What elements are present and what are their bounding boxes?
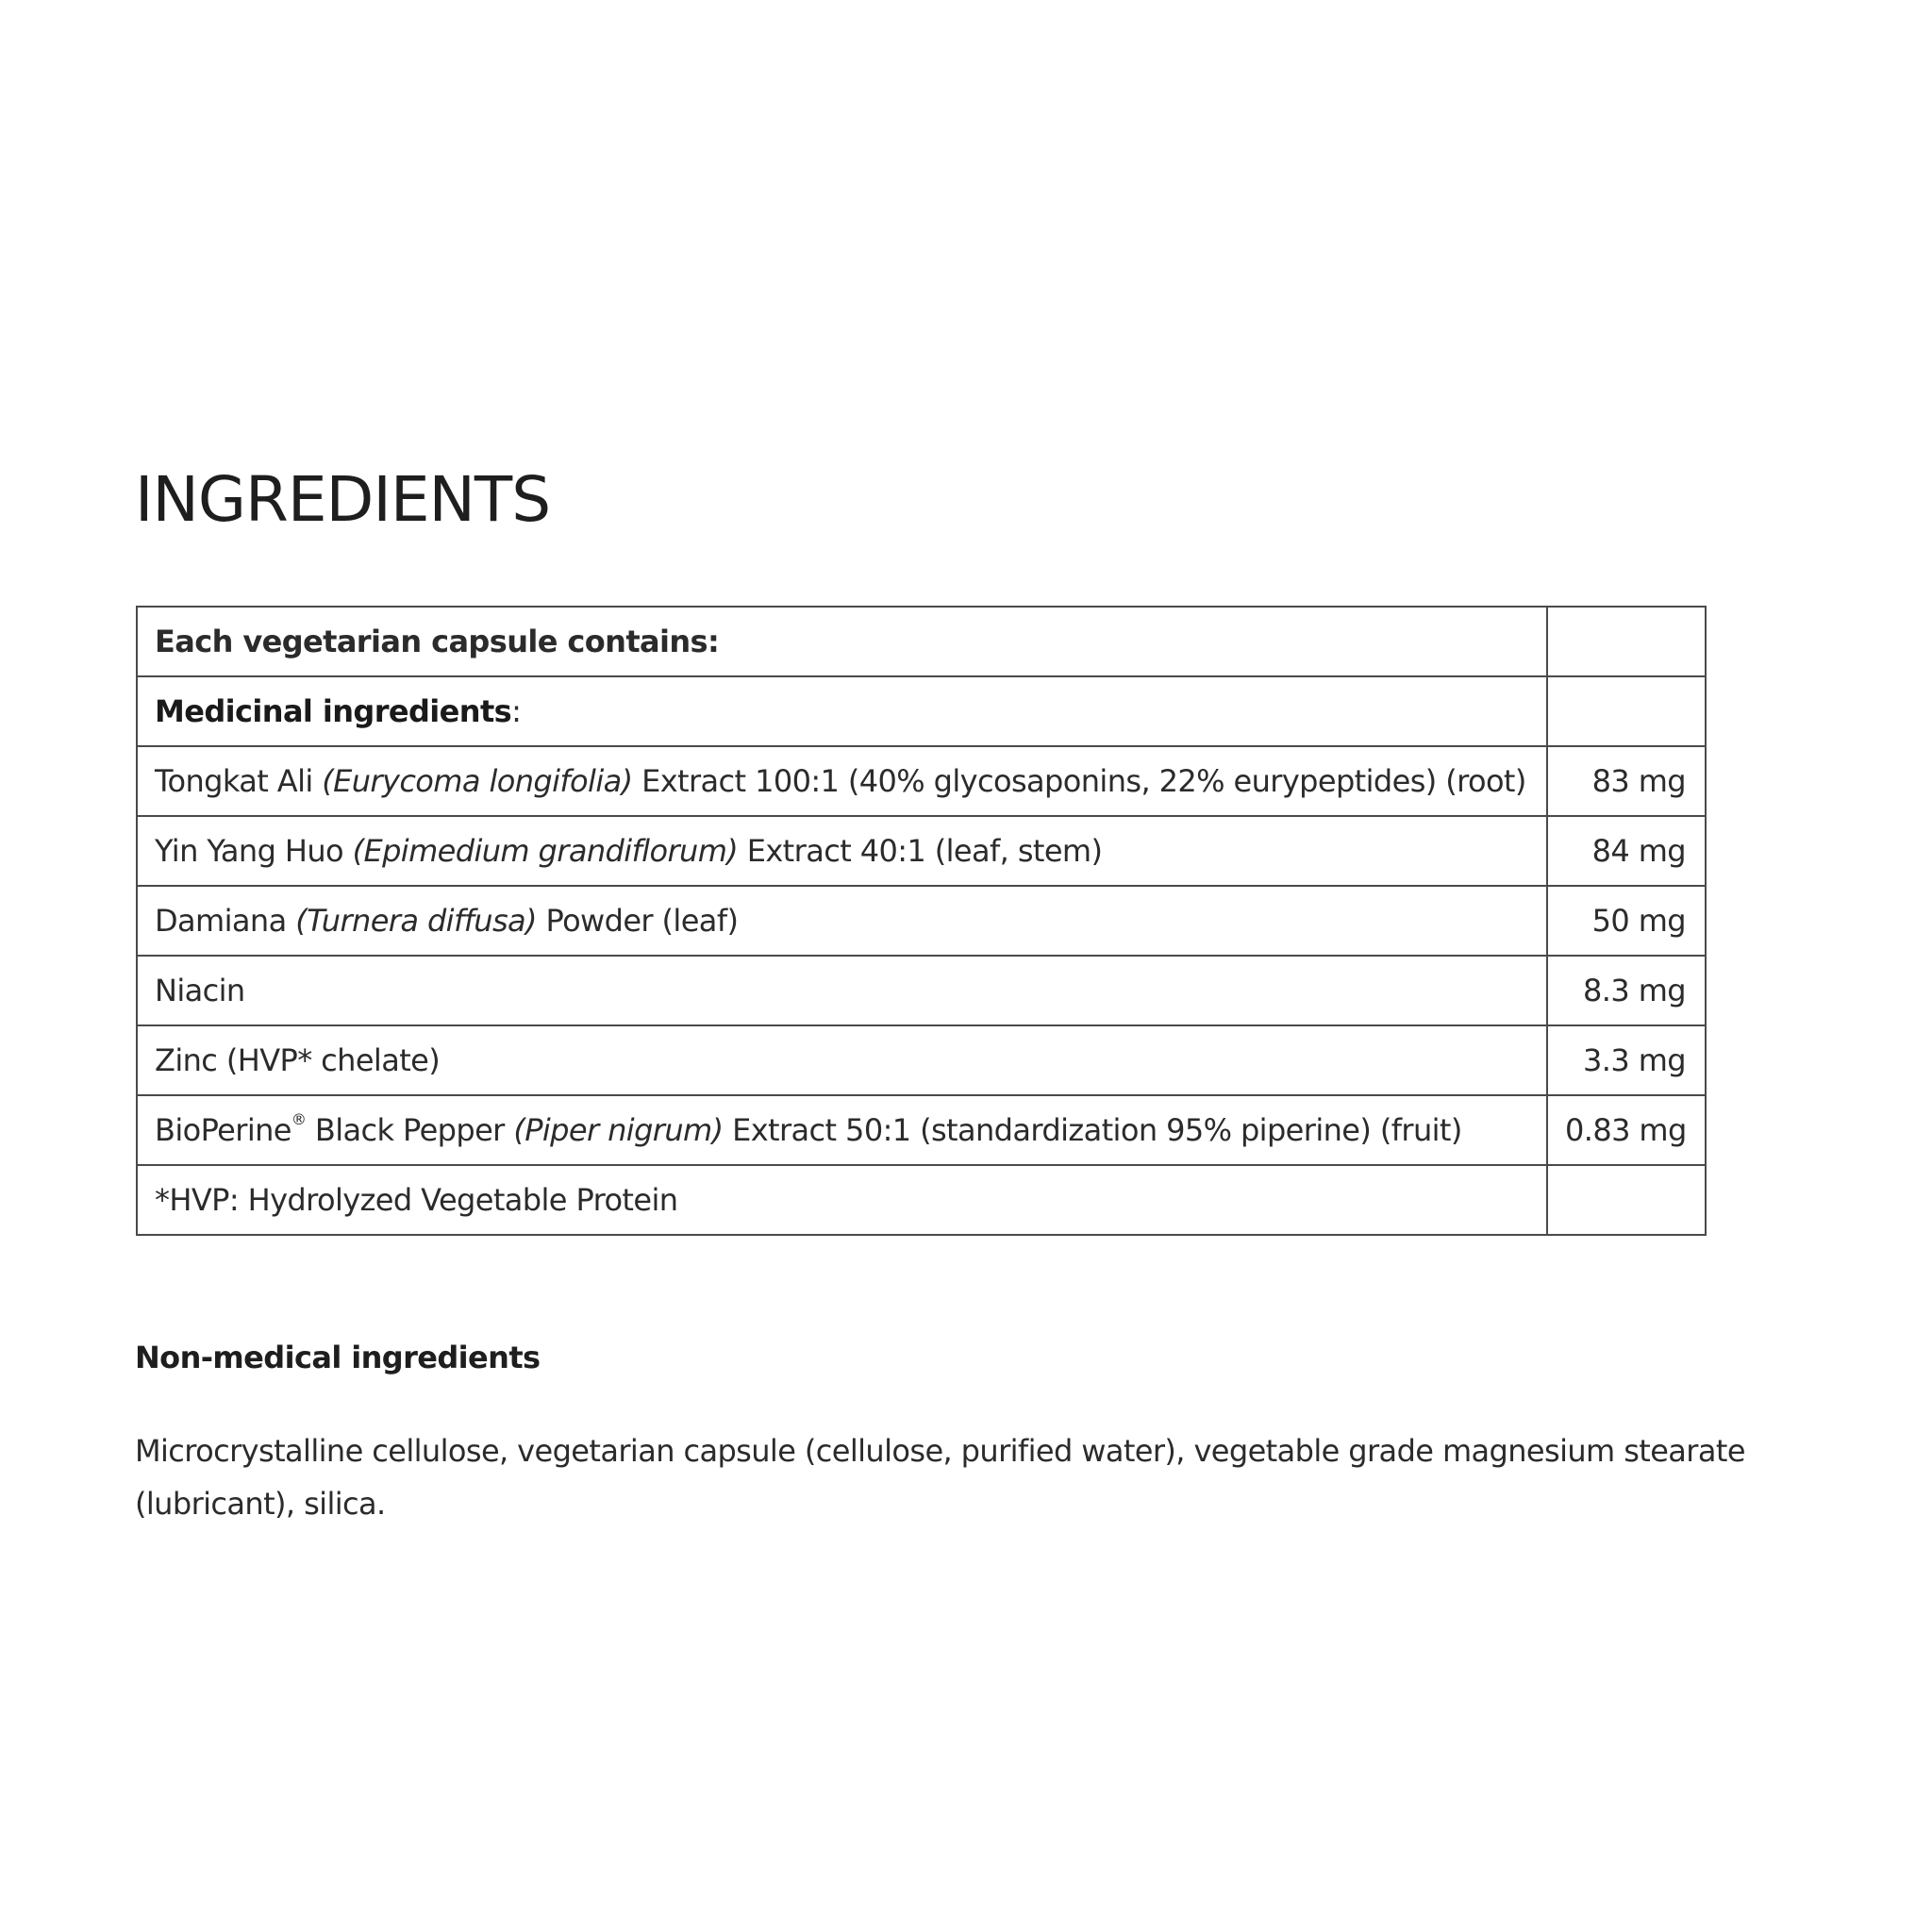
section-row: [137, 676, 1706, 746]
ingredient-details: Extract 100:1 (40% glycosaponins, 22% eurypeptides) (root): [632, 763, 1526, 799]
capsule-contains-label: Each vegetarian capsule contains:: [137, 607, 1547, 676]
non-medical-heading: Non-medical ingredients: [135, 1340, 541, 1375]
medicinal-ingredients-label: [137, 676, 1547, 746]
table-row: [137, 956, 1706, 1025]
ingredient-details: Extract 40:1 (leaf, stem): [738, 833, 1103, 869]
ingredient-common-name: Zinc (HVP* chelate): [155, 1042, 441, 1078]
ingredient-name: [137, 886, 1547, 956]
table-header-row: [137, 607, 1706, 676]
ingredient-common-name: Niacin: [155, 973, 245, 1008]
ingredient-name: [137, 1025, 1547, 1095]
table-row: [137, 886, 1706, 956]
empty-cell: [1547, 607, 1706, 676]
page-title: INGREDIENTS: [135, 463, 551, 536]
ingredient-latin-name: (Piper nigrum): [513, 1112, 724, 1148]
ingredient-name: [137, 956, 1547, 1025]
ingredient-latin-name: (Turnera diffusa): [295, 903, 537, 939]
ingredient-details: Extract 50:1 (standardization 95% piperine) (fruit): [723, 1112, 1462, 1148]
table-row: [137, 816, 1706, 886]
ingredient-common-name-cont: Black Pepper: [306, 1112, 514, 1148]
ingredient-amount: 84 mg: [1547, 816, 1706, 886]
ingredient-name: [137, 1095, 1547, 1165]
ingredient-amount: 50 mg: [1547, 886, 1706, 956]
ingredient-common-name: Tongkat Ali: [155, 763, 323, 799]
hvp-footnote: *HVP: Hydrolyzed Vegetable Protein: [137, 1165, 1547, 1235]
ingredient-amount: 83 mg: [1547, 746, 1706, 816]
empty-cell: [1547, 676, 1706, 746]
footnote-row: [137, 1165, 1706, 1235]
empty-cell: [1547, 1165, 1706, 1235]
ingredient-common-name: BioPerine: [155, 1112, 291, 1148]
table-row: [137, 1025, 1706, 1095]
ingredient-common-name: Damiana: [155, 903, 296, 939]
table-row: [137, 746, 1706, 816]
ingredient-latin-name: (Eurycoma longifolia): [322, 763, 633, 799]
section-label: Medicinal ingredients: [155, 693, 512, 729]
ingredient-amount: 0.83 mg: [1547, 1095, 1706, 1165]
ingredients-table: [136, 606, 1707, 1236]
ingredient-details: Powder (leaf): [536, 903, 739, 939]
non-medical-text: Microcrystalline cellulose, vegetarian capsule (cellulose, purified water), vegetable grade magnesium stearate (lubricant), silica.: [135, 1433, 1745, 1522]
ingredient-common-name: Yin Yang Huo: [155, 833, 353, 869]
table-row: [137, 1095, 1706, 1165]
registered-mark: ®: [291, 1110, 307, 1128]
ingredient-amount: 3.3 mg: [1547, 1025, 1706, 1095]
ingredient-amount: 8.3 mg: [1547, 956, 1706, 1025]
section-colon: :: [511, 693, 522, 729]
ingredient-latin-name: (Epimedium grandiflorum): [352, 833, 739, 869]
ingredient-name: [137, 746, 1547, 816]
ingredient-name: [137, 816, 1547, 886]
